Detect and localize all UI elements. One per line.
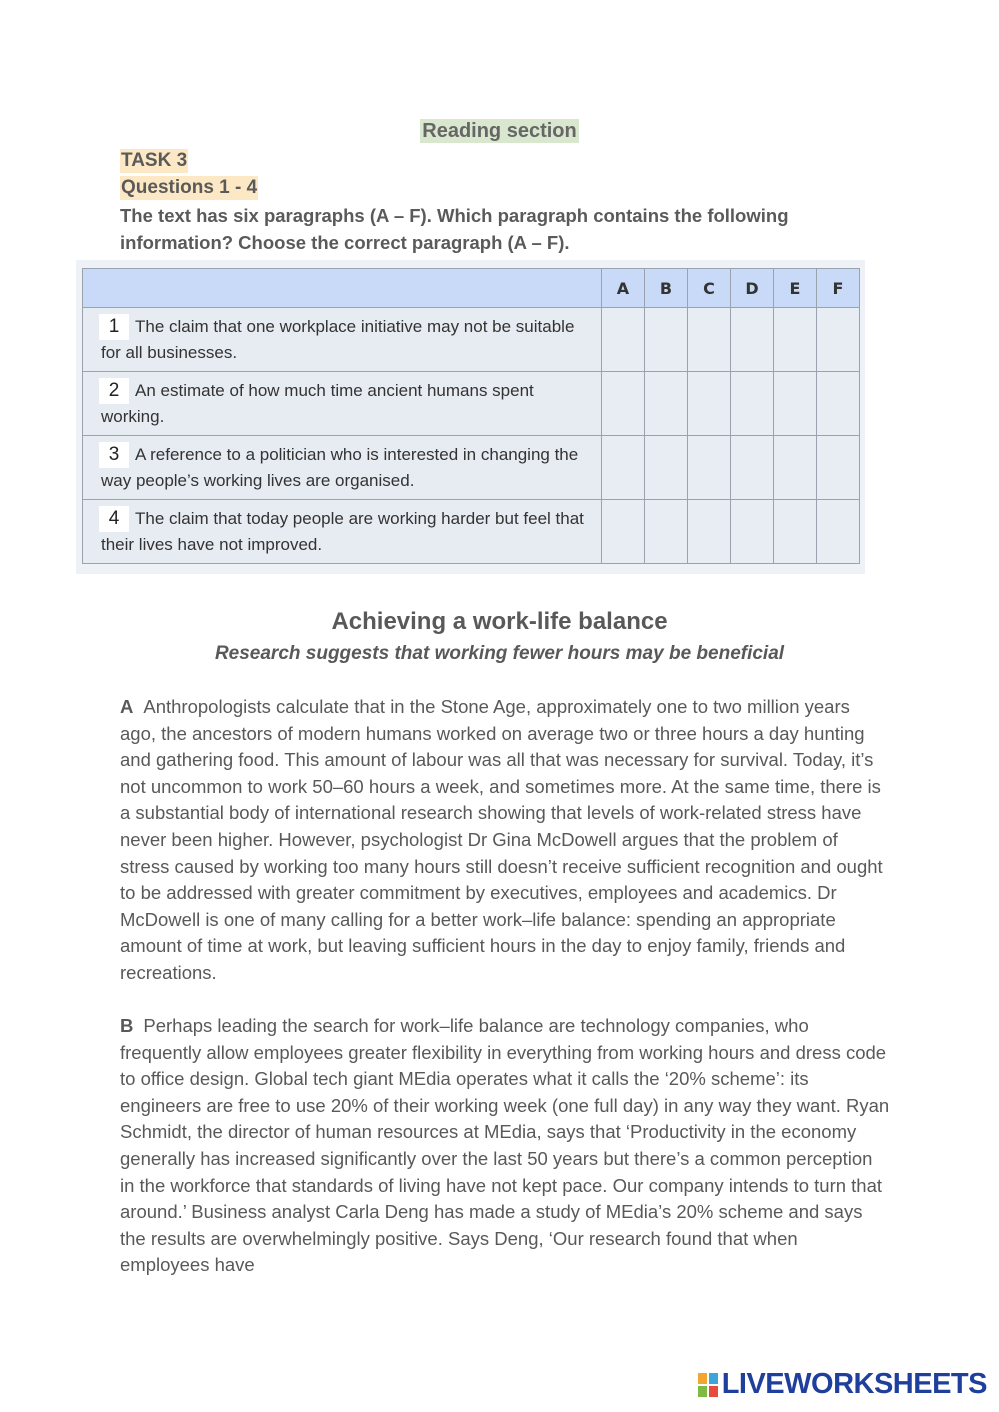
question-cell	[83, 436, 602, 500]
question-number: 1	[99, 314, 129, 340]
answer-cell-b[interactable]	[645, 500, 688, 564]
paragraph-b	[120, 1013, 890, 1279]
column-header: A	[602, 269, 645, 308]
paragraph-text: Perhaps leading the search for work–life balance are technology companies, who frequently allow employees greater flexibility in everything from working hours and dress code to office design. Global tech giant MEdia operates what it calls the ‘20% scheme’: its engineers are free to use 20% of their working week (one full day) in any way they want. Ryan Schmidt, the director of human resources at MEdia, says that ‘Productivity in the economy generally has increased significantly over the last 50 years but there’s a common perception in the workforce that standards of living have not kept pace. Our company intends to turn that around.’ Business analyst Carla Deng has made a study of MEdia’s 20% scheme and says the results are overwhelmingly positive. Says Deng, ‘Our research found that when employees have	[120, 1015, 890, 1276]
paragraph-letter: A	[120, 696, 134, 717]
table-header-blank	[83, 269, 602, 308]
paragraph-a	[120, 694, 890, 987]
paragraph-letter: B	[120, 1015, 134, 1036]
section-title-text: Reading section	[422, 120, 577, 142]
answer-cell-f[interactable]	[817, 372, 860, 436]
question-text: An estimate of how much time ancient humans spent working.	[101, 381, 534, 426]
article-title: Achieving a work-life balance	[331, 608, 668, 635]
answer-cell-e[interactable]	[774, 308, 817, 372]
question-number: 4	[99, 506, 129, 532]
paragraph-text: Anthropologists calculate that in the Stone Age, approximately one to two million years ago, the ancestors of modern humans worked on average two or three hours a day hunting and gathering food. This amount of labour was all that was necessary for survival. Today, it’s not uncommon to work 50–60 hours a week, and sometimes more. At the same time, there is a substantial body of international research showing that levels of work-related stress have never been higher. However, psychologist Dr Gina McDowell argues that the problem of stress caused by working too many hours still doesn’t receive sufficient recognition and ought to be addressed with greater commitment by executives, employees and academics. Dr McDowell is one of many calling for a better work–life balance: spending an appropriate amount of time at work, but leaving sufficient hours in the day to enjoy family, friends and recreations.	[120, 696, 883, 983]
article-subtitle: Research suggests that working fewer hours may be beneficial	[214, 643, 785, 664]
column-header: D	[731, 269, 774, 308]
question-cell	[83, 308, 602, 372]
table-row	[83, 372, 860, 436]
table-row	[83, 500, 860, 564]
column-header: F	[817, 269, 860, 308]
column-header: C	[688, 269, 731, 308]
answer-cell-b[interactable]	[645, 308, 688, 372]
answer-cell-d[interactable]	[731, 308, 774, 372]
answer-cell-d[interactable]	[731, 500, 774, 564]
table-header-row	[83, 269, 860, 308]
answer-cell-d[interactable]	[731, 372, 774, 436]
answer-cell-f[interactable]	[817, 500, 860, 564]
column-header: B	[645, 269, 688, 308]
question-number: 3	[99, 442, 129, 468]
question-text: The claim that today people are working harder but feel that their lives have not improved.	[101, 509, 584, 554]
answer-cell-c[interactable]	[688, 500, 731, 564]
answer-table-container	[76, 260, 865, 574]
logo-icon	[698, 1373, 718, 1397]
question-cell	[83, 372, 602, 436]
answer-cell-a[interactable]	[602, 308, 645, 372]
answer-cell-b[interactable]	[645, 372, 688, 436]
answer-cell-d[interactable]	[731, 436, 774, 500]
answer-cell-e[interactable]	[774, 372, 817, 436]
question-cell	[83, 500, 602, 564]
table-row	[83, 308, 860, 372]
answer-cell-a[interactable]	[602, 372, 645, 436]
question-text: The claim that one workplace initiative may not be suitable for all businesses.	[101, 317, 575, 362]
answer-cell-f[interactable]	[817, 308, 860, 372]
answer-cell-e[interactable]	[774, 436, 817, 500]
question-number: 2	[99, 378, 129, 404]
answer-cell-e[interactable]	[774, 500, 817, 564]
question-text: A reference to a politician who is interested in changing the way people’s working lives are organised.	[101, 445, 579, 490]
answer-cell-c[interactable]	[688, 436, 731, 500]
answer-cell-b[interactable]	[645, 436, 688, 500]
answer-cell-c[interactable]	[688, 308, 731, 372]
section-title	[0, 120, 999, 143]
answer-cell-f[interactable]	[817, 436, 860, 500]
column-header: E	[774, 269, 817, 308]
answer-cell-a[interactable]	[602, 436, 645, 500]
questions-range: Questions 1 - 4	[121, 177, 258, 198]
answer-cell-a[interactable]	[602, 500, 645, 564]
logo-text: LIVEWORKSHEETS	[721, 1368, 987, 1400]
answer-cell-c[interactable]	[688, 372, 731, 436]
table-row	[83, 436, 860, 500]
liveworksheets-logo	[698, 1368, 987, 1401]
task-label: TASK 3	[121, 150, 188, 171]
instructions: The text has six paragraphs (A – F). Which paragraph contains the following information? Choose the correct paragraph (A – F).	[120, 205, 789, 253]
answer-table	[82, 268, 860, 564]
